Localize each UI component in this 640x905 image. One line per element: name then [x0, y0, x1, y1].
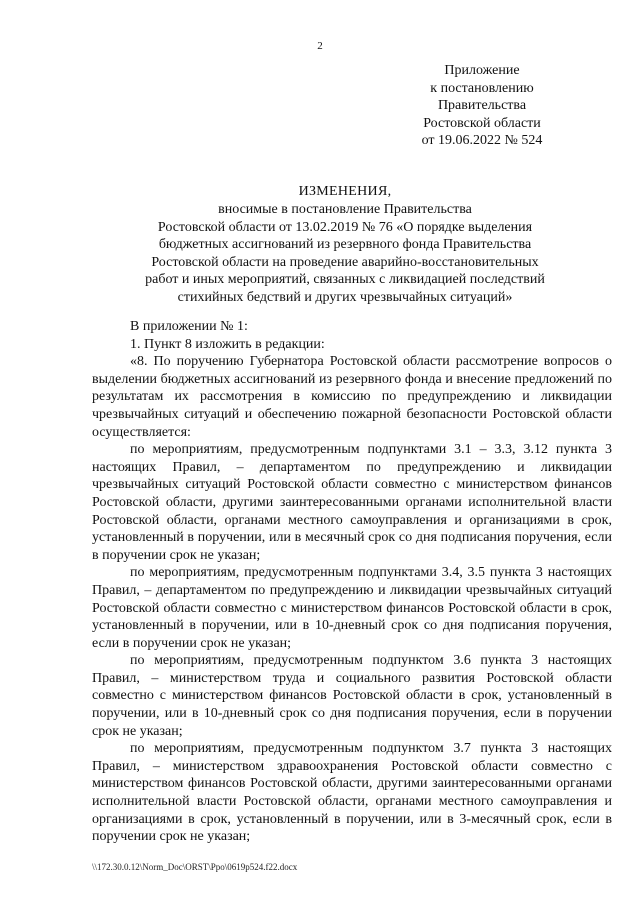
body-paragraph: по мероприятиям, предусмотренным подпунктом 3.7 пункта 3 настоящих Правил, – министерством здравоохранения Ростовской области совместно с министерством финансов Ростовской области, другими заинтересованными органами исполнительной власти Ростовской области, органами местного самоуправления и организациями в срок, установленный в поручении, или в 3-месячный срок, если в поручении срок не указан;: [92, 741, 612, 845]
appendix-line: к постановлению: [430, 80, 534, 96]
title-heading: ИЗМЕНЕНИЯ,: [298, 184, 392, 199]
body-paragraph: 1. Пункт 8 изложить в редакции:: [130, 336, 325, 352]
title-subtitle-line: вносимые в постановление Правительства: [218, 202, 472, 217]
appendix-line: Приложение: [444, 63, 520, 78]
appendix-block: [382, 62, 582, 150]
page-number: 2: [317, 40, 323, 52]
document-title: [85, 183, 605, 306]
body-paragraph: «8. По поручению Губернатора Ростовской области рассмотрение вопросов о выделении бюджетных ассигнований из резервного фонда и внесение предложений по результатам их рассмотрения в комиссию по предупреждению и ликвидации чрезвычайных ситуаций и обеспечению пожарной безопасности Ростовской области осуществляется:: [92, 354, 612, 440]
body-paragraph: по мероприятиям, предусмотренным подпунктами 3.4, 3.5 пункта 3 настоящих Правил, – департаментом по предупреждению и ликвидации чрезвычайных ситуаций Ростовской области совместно с министерством финансов Ростовской области в срок, установленный в поручении, или в 10-дневный срок со дня подписания поручения, если в поручении срок не указан;: [92, 565, 612, 651]
body-paragraph: по мероприятиям, предусмотренным подпунктом 3.6 пункта 3 настоящих Правил, – министерством труда и социального развития Ростовской области совместно с министерством финансов Ростовской области в срок, установленный в поручении, или в 10-дневный срок со дня подписания поручения, если в поручении срок не указан;: [92, 653, 612, 739]
title-subtitle-line: бюджетных ассигнований из резервного фонда Правительства: [158, 237, 532, 252]
appendix-line: Правительства: [437, 98, 527, 113]
body-paragraph: по мероприятиям, предусмотренным подпунктами 3.1 – 3.3, 3.12 пункта 3 настоящих Правил, – департаментом по предупреждению и ликвидации чрезвычайных ситуаций Ростовской области совместно с министерством финансов Ростовской области, другими заинтересованными органами исполнительной власти Ростовской области, органами местного самоуправления и организациями в срок, установленный в поручении, или в месячный срок со дня подписания поручения, если в поручении срок не указан;: [92, 442, 612, 563]
title-subtitle-line: Ростовской области от 13.02.2019 № 76 «О порядке выделения: [157, 219, 533, 235]
file-path-footer: \\172.30.0.12\Norm_Doc\ORST\Ppo\0619p524.f22.docx: [92, 862, 298, 872]
appendix-line: от 19.06.2022 № 524: [421, 133, 543, 148]
title-subtitle-line: стихийных бедствий и других чрезвычайных ситуаций»: [177, 289, 513, 305]
appendix-line: Ростовской области: [423, 115, 541, 131]
title-subtitle-line: Ростовской области на проведение аварийно-восстановительных: [151, 254, 539, 270]
title-subtitle-line: работ и иных мероприятий, связанных с ликвидацией последствий: [145, 272, 545, 287]
body-paragraph: В приложении № 1:: [130, 319, 248, 334]
document-body: [92, 318, 612, 846]
